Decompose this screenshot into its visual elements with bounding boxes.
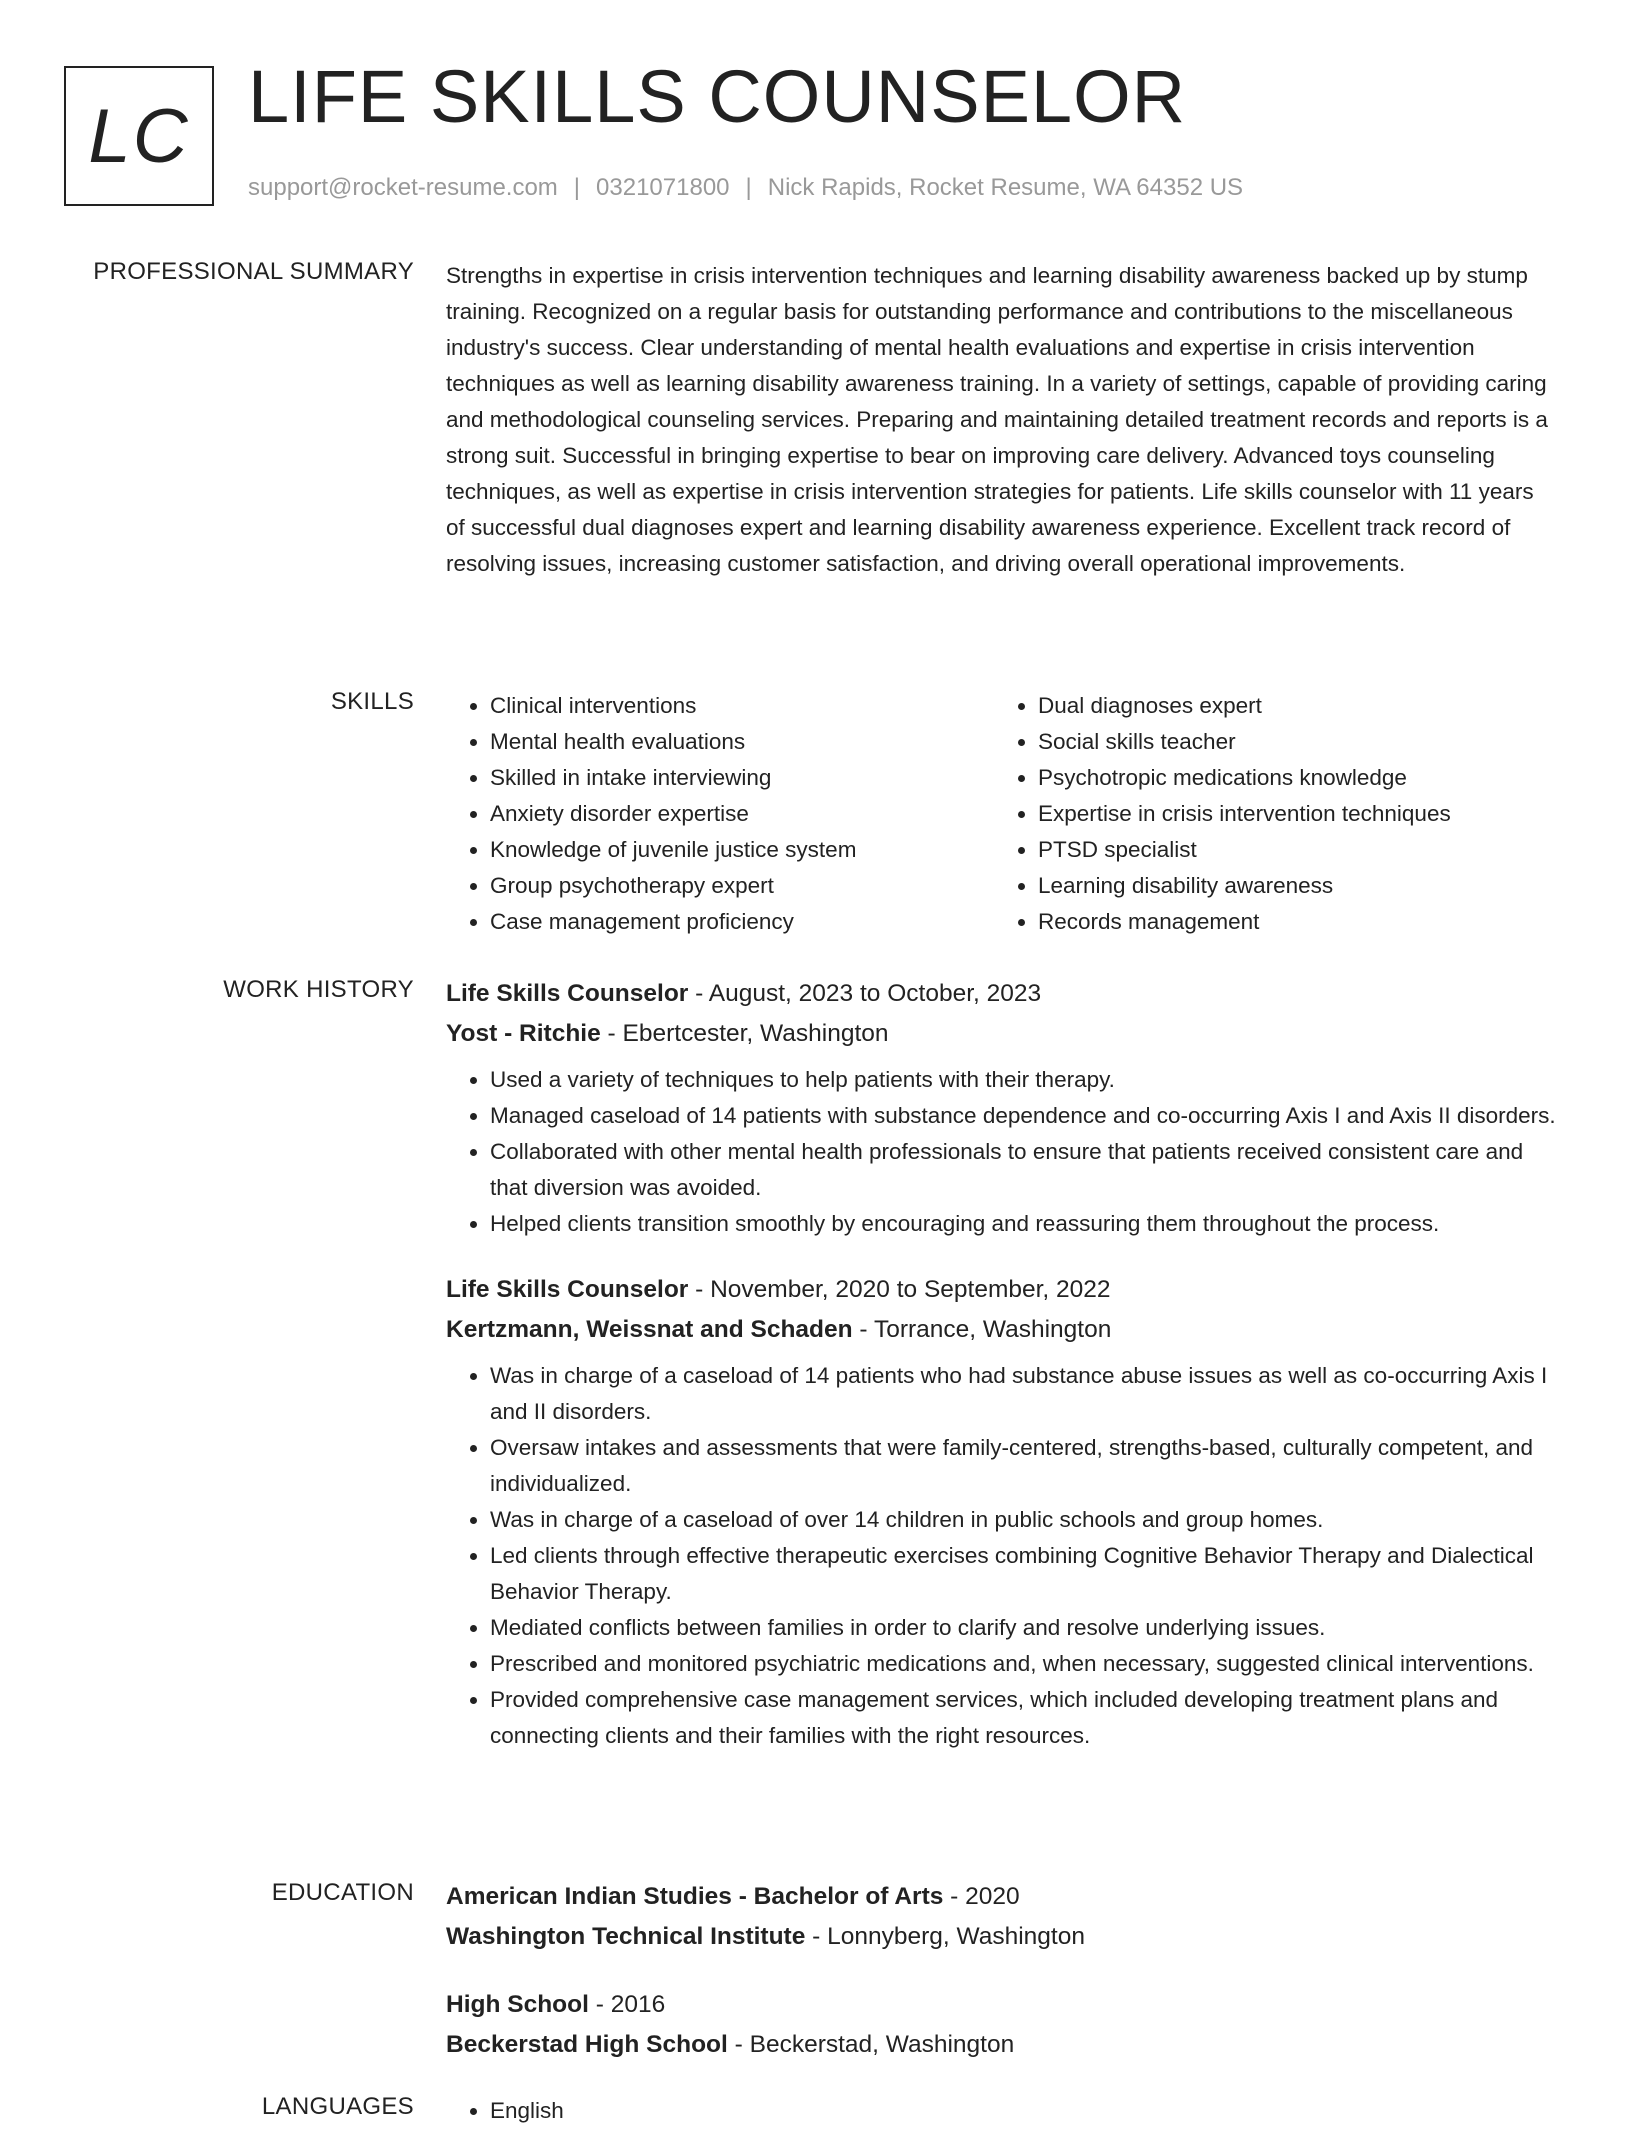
summary-text: Strengths in expertise in crisis intervention techniques and learning disability awareness backed up by stump training. Recognized on a regular basis for outstanding performance and contributions to the miscellaneous industry's success. Clear understanding of mental health evaluations and expertise in crisis intervention techniques as well as learning disability awareness training. In a variety of settings, capable of providing caring and methodological counseling services. Preparing and maintaining detailed treatment records and reports is a strong suit. Successful in bringing expertise to bear on improving care delivery. Advanced toys counseling techniques, as well as expertise in crisis intervention strategies for patients. Life skills counselor with 11 years of successful dual diagnoses expert and learning disability awareness experience. Excellent track record of resolving issues, increasing customer satisfaction, and driving overall operational improvements. <box>446 263 1548 576</box>
education-degree-line <box>446 1877 1556 1917</box>
skill-item: • Clinical interventions <box>490 688 994 724</box>
languages-body <box>446 2093 1556 2129</box>
skills-list-right <box>994 688 1542 940</box>
job-bullet: • Provided comprehensive case management services, which included developing treatment plans and connecting clients and their families with the right resources. <box>490 1682 1556 1754</box>
skill-item: • Dual diagnoses expert <box>1038 688 1542 724</box>
job-bullet: • Was in charge of a caseload of 14 patients who had substance abuse issues as well as co-occurring Axis I and II disorders. <box>490 1358 1556 1430</box>
job-bullets <box>446 1062 1556 1242</box>
job-title-line <box>446 1270 1556 1310</box>
education-school: Beckerstad High School <box>446 2031 728 2058</box>
education-school-line <box>446 2025 1556 2065</box>
education-year: - 2016 <box>588 1991 666 2018</box>
contact-separator: | <box>745 174 752 201</box>
education-school: Washington Technical Institute <box>446 1923 806 1950</box>
education-degree: High School <box>446 1991 589 2018</box>
job-entry <box>446 974 1556 1242</box>
education-degree: American Indian Studies - Bachelor of Arts <box>446 1883 944 1910</box>
job-bullet: • Helped clients transition smoothly by encouraging and reassuring them throughout the process. <box>490 1206 1556 1242</box>
contact-email[interactable]: support@rocket-resume.com <box>248 174 558 201</box>
education-degree-line <box>446 1985 1556 2025</box>
education-body <box>446 1877 1556 2093</box>
skill-item: • Case management proficiency <box>490 904 994 940</box>
education-location: - Beckerstad, Washington <box>727 2031 1015 2058</box>
job-bullets <box>446 1358 1556 1754</box>
contact-separator: | <box>573 174 581 201</box>
work-body <box>446 974 1556 1782</box>
monogram-logo: LC <box>64 66 214 206</box>
education-entry <box>446 1985 1556 2065</box>
section-label-education: EDUCATION <box>271 1879 414 1906</box>
job-company: Yost - Ritchie <box>446 1020 601 1047</box>
skills-body <box>446 688 1556 940</box>
job-company: Kertzmann, Weissnat and Schaden <box>446 1316 853 1343</box>
skill-item: • Skilled in intake interviewing <box>490 760 994 796</box>
skill-item: • Mental health evaluations <box>490 724 994 760</box>
job-bullet: • Was in charge of a caseload of over 14 children in public schools and group homes. <box>490 1502 1556 1538</box>
skill-item: • Group psychotherapy expert <box>490 868 994 904</box>
contact-line <box>248 174 1243 202</box>
languages-list <box>446 2093 1556 2129</box>
job-location: - Torrance, Washington <box>852 1316 1112 1343</box>
skill-item: • Expertise in crisis intervention techniques <box>1038 796 1542 832</box>
job-company-line <box>446 1310 1556 1350</box>
section-label-summary: PROFESSIONAL SUMMARY <box>93 258 414 285</box>
education-year: - 2020 <box>943 1883 1020 1910</box>
job-company-line <box>446 1014 1556 1054</box>
contact-address: Nick Rapids, Rocket Resume, WA 64352 US <box>767 174 1244 201</box>
job-bullet: • Collaborated with other mental health professionals to ensure that patients received consistent care and that diversion was avoided. <box>490 1134 1556 1206</box>
skill-item: • Learning disability awareness <box>1038 868 1542 904</box>
skill-item: • Knowledge of juvenile justice system <box>490 832 994 868</box>
job-bullet: • Used a variety of techniques to help patients with their therapy. <box>490 1062 1556 1098</box>
skill-item: • Anxiety disorder expertise <box>490 796 994 832</box>
job-entry <box>446 1270 1556 1754</box>
section-label-work: WORK HISTORY <box>223 976 414 1003</box>
job-bullet: • Mediated conflicts between families in order to clarify and resolve underlying issues. <box>490 1610 1556 1646</box>
skill-item: • Psychotropic medications knowledge <box>1038 760 1542 796</box>
skill-item: • PTSD specialist <box>1038 832 1542 868</box>
job-bullet: • Managed caseload of 14 patients with substance dependence and co-occurring Axis I and Axis II disorders. <box>490 1098 1556 1134</box>
skill-item: • Records management <box>1038 904 1542 940</box>
education-location: - Lonnyberg, Washington <box>805 1923 1085 1950</box>
contact-phone[interactable]: 0321071800 <box>596 174 730 201</box>
job-bullet: • Led clients through effective therapeutic exercises combining Cognitive Behavior Therapy and Dialectical Behavior Therapy. <box>490 1538 1556 1610</box>
job-title: Life Skills Counselor <box>446 1276 689 1303</box>
skills-list-left <box>446 688 994 940</box>
job-location: - Ebertcester, Washington <box>600 1020 889 1047</box>
job-title: Life Skills Counselor <box>446 980 689 1007</box>
job-bullet: • Prescribed and monitored psychiatric medications and, when necessary, suggested clinical interventions. <box>490 1646 1556 1682</box>
education-entry <box>446 1877 1556 1957</box>
education-school-line <box>446 1917 1556 1957</box>
job-bullet: • Oversaw intakes and assessments that were family-centered, strengths-based, culturally competent, and individualized. <box>490 1430 1556 1502</box>
job-title-line <box>446 974 1556 1014</box>
section-label-skills: SKILLS <box>330 688 414 715</box>
job-dates: - August, 2023 to October, 2023 <box>688 980 1042 1007</box>
resume-title: LIFE SKILLS COUNSELOR <box>248 55 1187 138</box>
language-item: • English <box>490 2093 1556 2129</box>
summary-body <box>446 258 1556 582</box>
job-dates: - November, 2020 to September, 2022 <box>688 1276 1111 1303</box>
section-label-languages: LANGUAGES <box>261 2093 414 2120</box>
skill-item: • Social skills teacher <box>1038 724 1542 760</box>
